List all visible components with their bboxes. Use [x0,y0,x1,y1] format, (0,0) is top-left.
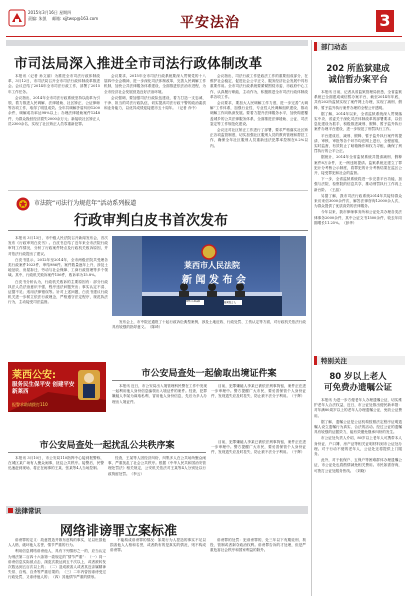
main-article-body-mid [104,74,206,186]
mid-article-title: 行政审判白皮书首次发布 [74,213,228,229]
case2-body-right [108,456,206,502]
paragraph: 本报讯（记者 孙文丽）为推进全市司法行政体制改革，3月12日，市司法局召开全市司法行政体制改革推进会。会议总结了2014年全市司法行政工作，部署了2015年工作任务。 [8,74,100,94]
press-conference-photo [112,236,306,316]
divider [112,380,306,381]
header-email: 邮箱: xjjtwsp@163.com [52,16,99,21]
sidebar-article2-title: 80 岁以上老人 可免费办遗嘱公证 [323,372,392,393]
law-label-text: 法律常识 [15,507,41,515]
paragraph: 平台建成后，减刑、假释、暂予监外执行案件的提请、审核、审批等各个环节均在网上进行，全程留痕，实时监督，有效防止了暗箱操作和权力寻租，确保了刑罚执行的公平公正。 [314,133,402,154]
divider [8,190,308,191]
police-promo-banner [8,362,106,412]
case1-title: 市公安局查处一起偷取出境证件案 [141,369,277,379]
law-body-left [8,538,106,596]
mid-article-body-left [8,236,108,358]
promo-slogan: 服务民生保平安 创建平安新莱西 [12,382,75,395]
case1-continued [211,440,306,502]
section-marker-icon [8,508,13,513]
paragraph: 会议还对社区矫正工作进行了部署，要求严格落实社区矫正各项监管制度，切实加强社区服刑人员的教育管理和帮扶工作，确保全年社区服刑人员重新违法犯罪率控制在0.2%以内。 [210,128,308,148]
paragraph: 下一步，全省监狱系统将进一步完善平台功能，加强与法院、检察院的信息共享，推动刑罚执行工作再上新台阶。（王晶） [314,177,402,192]
paragraph: 本报讯 3月13日，市中级人民法院召开新闻发布会，首次发布《行政审判白皮书》。白皮书总结了近年来全市法院行政审判工作情况，分析了行政案件特点及行政机关败诉原因，并对依法行政提出了建议。 [8,236,108,256]
paragraph: 今年以来，我市律师事务所和公证处共办理各类法律事务2000余件，其中公证文书1500余件，较去年同期增长11.25%。（彭华） [314,210,402,225]
case2-body-left [8,456,104,502]
sidebar-article1-title: 202 所监狱建成 诚信暂办案平台 [326,64,390,85]
law-bar [6,506,308,514]
mid-article-body-right [112,320,306,358]
paragraph: 本报讯 日前，记者从省监狱管理局获悉，全省监狱系统已全面建成诚信暂办案平台，截至2014年年底，共有202所监狱实现了案件网上办理，实现了减刑、假释、暂予监外执行案件办理的全程公开透明。 [314,90,402,110]
paragraph: 市公证处负责人介绍，80岁以上老年人可携带本人身份证、户口簿、房产证等相关证明材料到市公证处办理。对于行动不便的老年人，公证处还将提供上门服务。 [314,436,402,457]
header-logo [8,9,26,27]
photo-sign-left: 莱西市人民法院 [186,301,201,303]
paragraph: 据了解，遗嘱公证是公证机构按照法定程序证明遗嘱人设立遗嘱行为真实、合法的活动。经过公证的遗嘱具有较强的证据效力，能有效避免继承纠纷的发生。 [314,419,402,435]
paragraph: 经查，王某等人因经济纠纷，纠集多人在公共场所聚众闹事，严重扰乱了社会公共秩序。根据《中华人民共和国治安管理处罚法》相关规定，公安机关依法对王某等4人分别处以行政拘留处罚。（李云） [108,456,206,476]
series-badge: 市法院“司法行为规范年”活动系列报道 [34,200,137,207]
case1-body-right [211,384,306,436]
header-rule [6,36,402,37]
main-article-title: 市司法局深入推进全市司法行政体制改革 [14,56,263,72]
divider [8,452,206,453]
main-article-body-left [8,74,100,186]
paragraph: 会议要求，要加大人民调解工作力度，进一步完善“大调解”工作体系，加强行业性、专业性人民调解组织建设，推动调解工作向纵深发展。要着力提升法律服务水平，加快构建覆盖城乡的公共法律服务体系，全面推进法律援助、公证、司法鉴定等工作规范化建设。 [210,101,308,126]
law-title: 网络诽谤罪立案标准 [60,524,178,539]
sidebar-article2-body [314,398,402,596]
promo-contact: 报警求助请拨打110 [12,402,48,407]
paragraph: 发布会上，市中院还通报了十起行政诉讼典型案例，涉及土地征收、行政处罚、工伤认定等方面，对行政机关依法行政具有较强的指导意义。（陈琦） [112,320,306,330]
case1-body-left [112,384,207,436]
header-date: 2015年3月16日 星期四 [28,10,72,15]
column-divider [311,40,312,596]
paragraph: 本报讯 3月10日，市公安局110指挥中心接到报警称，在城区某广场有人聚众闹事，扰乱公共秩序。接警后，民警迅速赶到现场，将正在闹事的王某、张某等4人当场控制。 [8,456,104,471]
sidebar-section2-label: 特别关注 [321,357,347,365]
paragraph: 会议强调，要加强司法行政队伍建设，着力打造一支忠诚、干净、担当的司法行政队伍，切实提高司法行政干警的政治素质和业务能力，以优异成绩迎接建市五十周年。（记者 乔中） [104,95,206,111]
paragraph: 目前，犯罪嫌疑人李某已被依法刑事拘留，案件正在进一步审理中。警方提醒广大市民，要妥善保管个人身份证件，发现遗失应及时挂失，防止被不法分子利用。（于辉） [211,384,306,399]
main-article-body-right [210,74,308,186]
paragraph: 另据了解，我市司法行政系统2014年共接待群众来访来信3000余件次，解答法律咨询12000余人次，为群众提供了优质高效的法律服务。 [314,193,402,209]
paragraph: 诽谤罪的定义：故意捏造并散布虚构的事实，足以贬损他人人格，破坏他人名誉，情节严重的行为。 [8,538,106,548]
paragraph: 据了解，2014年以来，全省监狱系统深入贯彻落实中央、省委关于深化司法体制改革的部署要求，以信息化建设为抓手，积极推进减刑、假释、暂予监外执行案件办理平台建设，进一步规范了刑罚执行工作。 [314,111,402,132]
court-emblem [16,196,30,210]
paragraph: 目前，犯罪嫌疑人李某已被依法刑事拘留，案件正在进一步审理中。警方提醒广大市民，要妥善保管个人身份证件，发现遗失应及时挂失，防止被不法分子利用。（于辉） [211,440,306,455]
sidebar-article1-body [314,90,402,352]
header-editor: 责编: 朱凯 [28,16,47,21]
photo-sign-right: 新闻发言人 [224,301,236,304]
paragraph: 白皮书分析认为，行政机关败诉的主要原因有：部分行政执法人员法治意识不强，程序违法问题突出；事实认定不清、证据不足；适用法律错误等。针对上述问题，白皮书建议行政机关进一步树立依法行政理念，严格遵守法定程序，规范执法行为，主动接受司法监督。 [8,279,108,305]
case2-title: 市公安局查处一起扰乱公共秩序案 [39,441,175,451]
paragraph: 白皮书显示，2012年至2014年，全市两级法院共受理各类行政案件1023件，审结986件。案件数量逐年上升，涉及土地征收、房屋拆迁、劳动与社会保障、工商行政管理等多个领域。其中，行政机关败诉案件156件，败诉率为15.8%。 [8,257,108,278]
paragraph: 利用信息网络诽谤他人，具有下列情形之一的，应当认定为刑法第二百四十六条第一款规定的“情节严重”：（一）同一诽谤信息实际被点击、浏览次数达到五千次以上，或者被转发次数达到五百次以上的；（二）造成被害人或者其近亲属精神失常、自残、自杀等严重后果的；（三）二年内曾因诽谤受过行政处罚，又诽谤他人的；（四）其他情节严重的情形。 [8,549,106,580]
paragraph: 据统计，2014年全省监狱系统共提请减刑、假释案件8万余件，无一例违规提请。监狱系统还建立了罪犯计分考核公示制度，将罪犯的计分考核结果在监区公开，接受罪犯和社会的监督。 [314,155,402,176]
page-number: 3 [376,10,394,32]
law-body-mid [110,538,206,596]
paragraph: 本报讯 近日，市公安局出入境管理科民警在工作中发现一起利用他人身份信息骗领出入境证件的案件。经查，犯罪嫌疑人李某为谋取私利，冒用他人身份信息，先后为多人办理出入境证件。 [112,384,207,404]
photo-court-name: 莱西市人民法院 [184,261,240,270]
law-body-right [210,538,306,596]
divider [8,230,308,231]
paragraph: 本报讯 为进一步方便老年人办理遗嘱公证，切实维护老年人合法权益，近日，市公证处推出便民新举措：对年满80周岁以上的老年人办理遗嘱公证，免收公证费用。 [314,398,402,418]
paragraph: 此外，对于低保户、五保户等困难群体办理遗嘱公证，市公证处也将酌情减免相关费用。市民如需咨询，可拨打公证处服务热线。（刘晓） [314,458,402,473]
paragraph: 会议指出，司法行政工作是政法工作的重要组成部分，在维护社会稳定、促进社会公平正义、服务经济社会发展中具有重要作用。全市司法行政系统要紧紧围绕市委、市政府中心工作，认真履行职能，主动作为，积极推进全市司法行政体制改革各项工作。 [210,74,308,99]
main-title-bar [6,40,308,46]
law-section-label [8,506,41,515]
paragraph: 不能构成诽谤罪的情况：如果行为人捏造的事实不足以损害他人人格和名誉，或者散布的是真实的情况，则不构成诽谤罪。 [110,538,206,553]
paragraph: 会议要求，2015年全市司法行政系统要深入贯彻党的十八届四中全会精神，进一步深化司法体制改革，完善人民调解工作机制，加快公共法律服务体系建设，全面推进依法治市进程，为全市经济社会发展营造良好法治环境。 [104,74,206,94]
section-masthead: 平安法治 [180,15,240,31]
paragraph: 会议指出，2014年全市司法行政系统坚持以改革为引领，着力推进人民调解、法律援助、社区矫正、公证律师等各项工作，取得了明显成效。全年共调解矛盾纠纷1200余件，调解成功率达98%以上；办理法律援助案件1248件，为群众挽回经济损失2000余万元；新接收社区矫正人员2300余名，实现了社区矫正人员零重新犯罪。 [8,95,100,126]
sidebar-section1-label: 部门动态 [321,43,347,51]
sidebar-section1-header [314,42,405,51]
sidebar-section2-header [314,356,405,365]
paragraph: 诽谤罪的处罚：犯诽谤罪的，处三年以下有期徒刑、拘役、管制或者剥夺政治权利。诽谤罪告诉的才处理，但是严重危害社会秩序和国家利益的除外。 [210,538,306,553]
photo-banner: 新 闻 发 布 会 [182,275,246,286]
promo-title: 莱西公安: [12,370,56,381]
